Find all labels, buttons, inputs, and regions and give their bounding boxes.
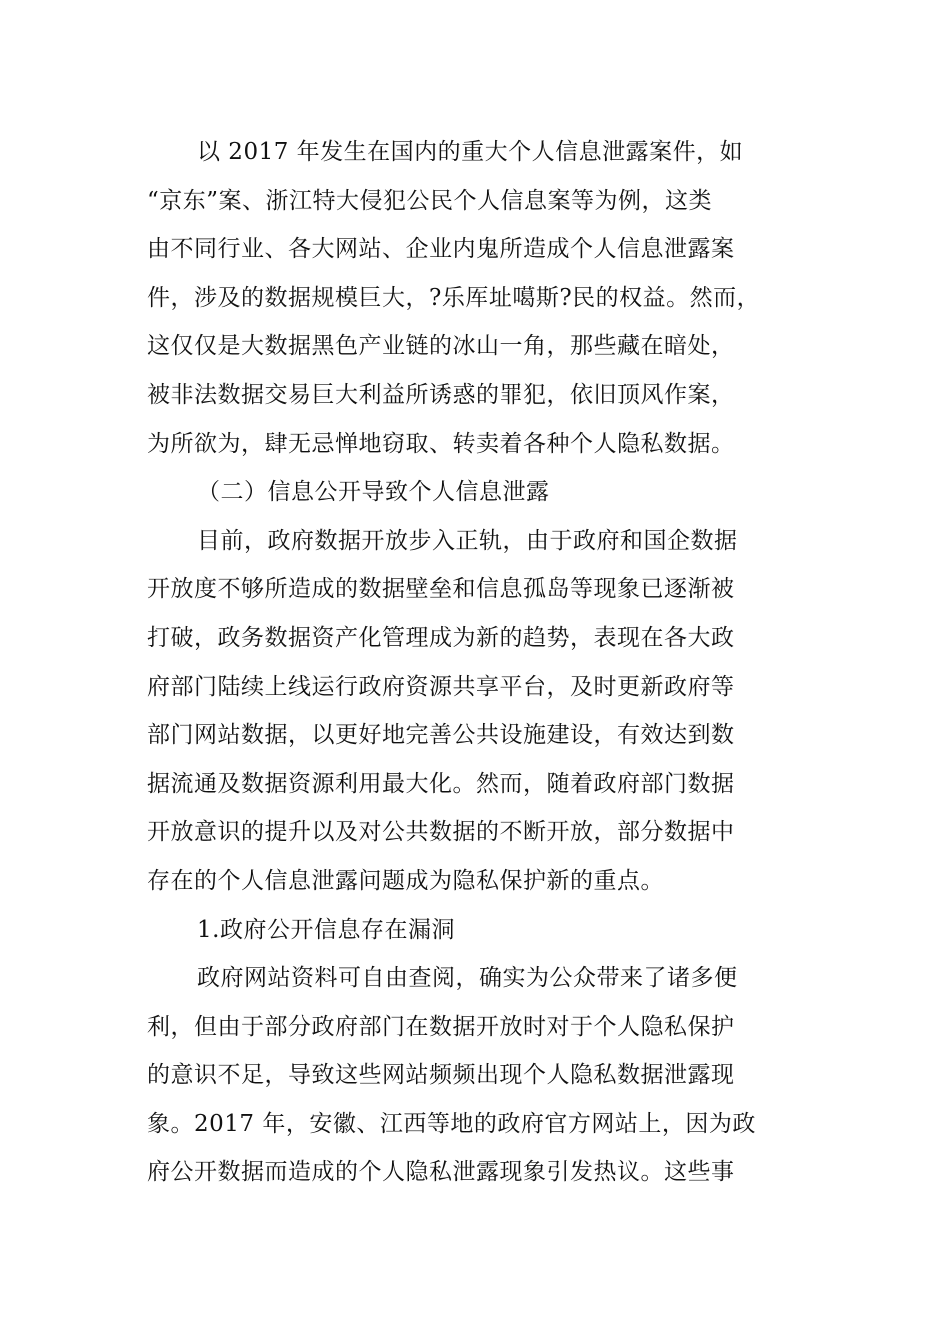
paragraph-line: 部门网站数据，以更好地完善公共设施建设，有效达到数 [147,722,735,749]
paragraph-line: 开放意识的提升以及对公共数据的不断开放，部分数据中 [147,819,735,846]
paragraph-line: 府部门陆续上线运行政府资源共享平台，及时更新政府等 [147,673,735,700]
subsection-heading: 1.政府公开信息存在漏洞 [197,916,455,943]
paragraph-line: 以 2017 年发生在国内的重大个人信息泄露案件，如 [197,139,744,165]
paragraph-line: 开放度不够所造成的数据壁垒和信息孤岛等现象已逐渐被 [147,576,735,603]
paragraph-line: 府公开数据而造成的个人隐私泄露现象引发热议。这些事 [147,1159,735,1186]
paragraph-line: 利，但由于部分政府部门在数据开放时对于个人隐私保护 [147,1013,735,1040]
paragraph-line: 被非法数据交易巨大利益所诱惑的罪犯，依旧顶风作案， [147,381,735,408]
paragraph-line: 象。2017 年，安徽、江西等地的政府官方网站上，因为政 [147,1110,756,1137]
paragraph-line: 由不同行业、各大网站、企业内鬼所造成个人信息泄露案 [147,236,735,263]
paragraph-line: 据流通及数据资源利用最大化。然而，随着政府部门数据 [147,770,735,797]
paragraph-line: 这仅仅是大数据黑色产业链的冰山一角，那些藏在暗处， [147,333,735,360]
section-heading: （二）信息公开导致个人信息泄露 [197,479,550,506]
paragraph-line: 为所欲为，肆无忌惮地窃取、转卖着各种个人隐私数据。 [147,430,735,457]
body-text [147,128,797,1197]
paragraph-line: 目前，政府数据开放步入正轨，由于政府和国企数据 [197,527,738,554]
paragraph-line: 打破，政务数据资产化管理成为新的趋势，表现在各大政 [147,624,735,651]
paragraph-line: 存在的个人信息泄露问题成为隐私保护新的重点。 [147,867,664,894]
paragraph-line: 的意识不足，导致这些网站频频出现个人隐私数据泄露现 [147,1062,735,1089]
paragraph-line: 政府网站资料可自由查阅，确实为公众带来了诸多便 [197,965,738,992]
paragraph-line: 件，涉及的数据规模巨大，?乐厍址噶斯?民的权益。然而， [147,284,761,311]
paragraph-line: “京东”案、浙江特大侵犯公民个人信息案等为例，这类 [147,187,713,214]
